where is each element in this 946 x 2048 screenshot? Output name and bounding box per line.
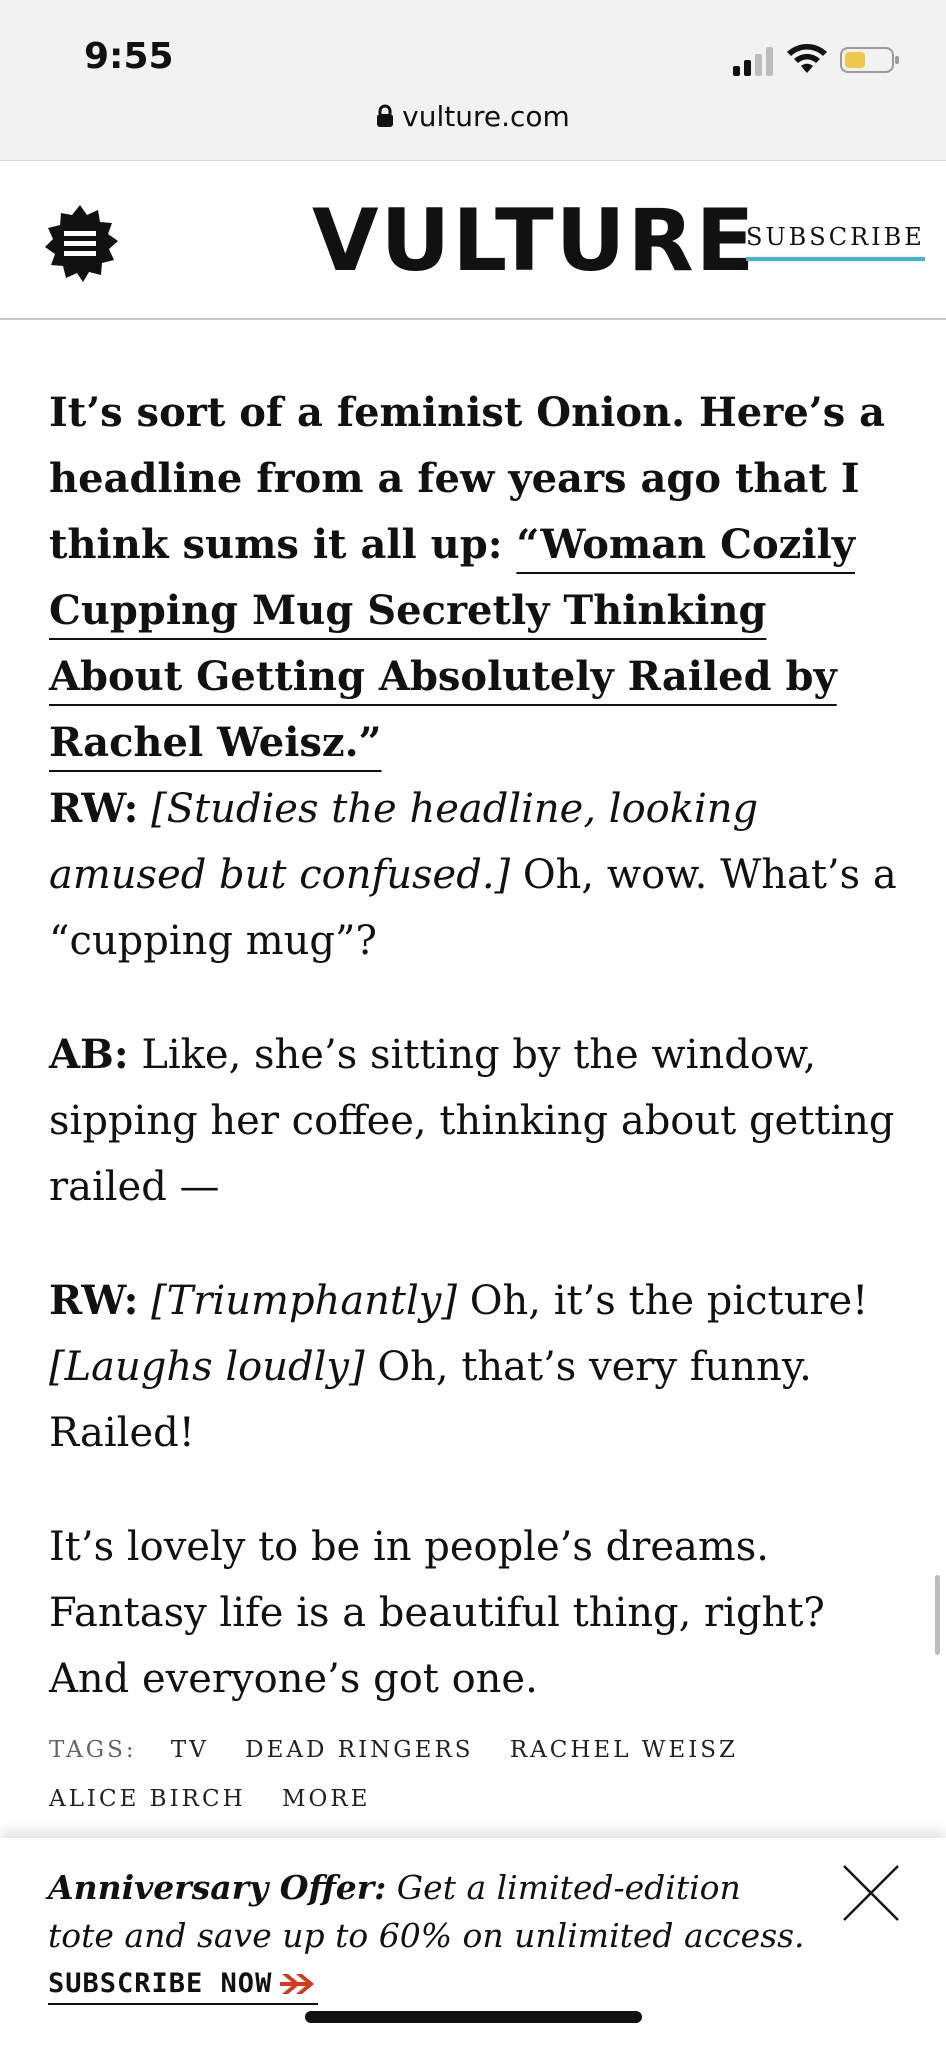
article-body [49,380,909,1712]
interview-block-3 [49,1268,909,1466]
answer-text: Oh, it’s the picture! [457,1278,869,1324]
tags-label: TAGS: [49,1737,137,1763]
stage-direction: [Laughs loudly] [49,1344,365,1390]
tag-link[interactable]: ALICE BIRCH [49,1786,246,1812]
stage-direction: [Studies the headline, looking amused but confused.] [49,786,759,898]
scrollbar-thumb[interactable] [935,1575,940,1655]
speaker-label: AB: [49,1031,129,1078]
speaker-label: RW: [49,1277,139,1324]
answer-text: Oh, wow. What’s a “cupping mug”? [49,852,897,964]
question-text: It’s sort of a feminist Onion. Here’s a headline from a few years ago that I think sums it all up: [49,389,886,568]
url-text: vulture.com [402,100,570,133]
offer-title: Anniversary Offer: [48,1868,387,1907]
answer-text: Oh, that’s very funny. Railed! [49,1344,812,1456]
hamburger-badge-icon[interactable] [40,203,120,283]
home-indicator[interactable] [305,2011,642,2023]
site-header [0,161,946,320]
cta-label: SUBSCRIBE NOW [48,1968,273,1999]
paragraph: It’s lovely to be in people’s dreams. Fantasy life is a beautiful thing, right? And everyone’s got one. [49,1524,825,1702]
status-bar [0,0,946,161]
interview-block-2 [49,1022,909,1220]
cellular-signal-icon [733,46,777,76]
double-arrow-icon [280,1972,318,1996]
clock: 9:55 [84,36,174,77]
site-logo[interactable]: VULTURE [312,191,757,291]
answer-text: Like, she’s sitting by the window, sipping her coffee, thinking about getting railed — [49,1032,895,1210]
close-icon[interactable] [838,1860,904,1926]
headline-link[interactable]: “Woman Cozily Cupping Mug Secretly Thinking About Getting Absolutely Railed by Rachel Weisz.” [49,521,855,766]
interview-block-1 [49,380,909,974]
offer-text [48,1864,808,1960]
subscribe-now-button[interactable] [48,1968,318,2005]
stage-direction: [Triumphantly] [151,1278,457,1324]
tag-link[interactable]: TV [170,1737,209,1763]
battery-icon [840,46,900,74]
tags-more-link[interactable]: MORE [281,1786,371,1812]
subscribe-link[interactable]: SUBSCRIBE [746,223,925,261]
tag-link[interactable]: RACHEL WEISZ [509,1737,739,1763]
offer-body: Get a limited-edition tote and save up to 60% on unlimited access. [48,1868,805,1955]
address-bar[interactable] [0,100,946,133]
speaker-label: RW: [49,785,139,832]
lock-icon [376,104,394,128]
wifi-icon [786,42,828,76]
tag-link[interactable]: DEAD RINGERS [245,1737,474,1763]
tags-list [49,1726,909,1824]
